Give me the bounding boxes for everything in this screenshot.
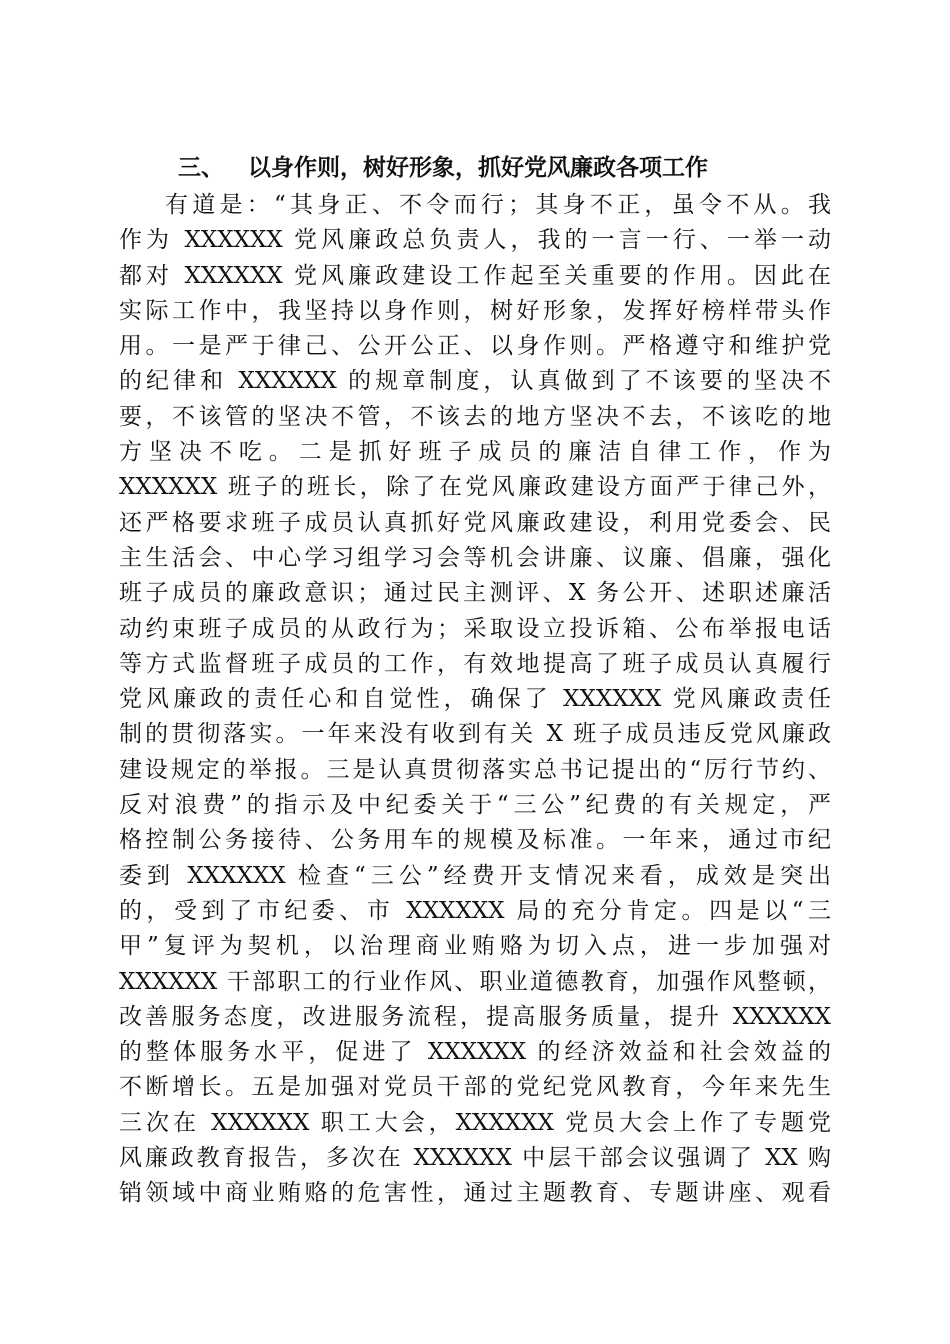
text-line: XXXXXX 干部职工的行业作风、职业道德教育，加强作风整顿， [119,968,831,995]
text-line: 实际工作中，我坚持以身作则，树好形象，发挥好榜样带头作 [119,297,831,324]
text-line: 制的贯彻落实。一年来没有收到有关 X 班子成员违反党风廉政 [119,721,831,748]
text-line: 动约束班子成员的从政行为；采取设立投诉箱、公布举报电话 [119,615,831,642]
text-line: 还严格要求班子成员认真抓好党风廉政建设，利用党委会、民 [119,509,831,536]
text-line: 反对浪费”的指示及中纪委关于“三公”纪费的有关规定，严 [119,792,831,819]
text-line: 三次在 XXXXXX 职工大会，XXXXXX 党员大会上作了专题党 [119,1109,831,1136]
text-line: 要，不该管的坚决不管，不该去的地方坚决不去，不该吃的地 [119,403,831,430]
text-line: 方坚决不吃。二是抓好班子成员的廉洁自律工作，作为 [119,439,831,466]
text-line: 改善服务态度，改进服务流程，提高服务质量，提升 XXXXXX [119,1003,831,1030]
section-heading [178,150,878,186]
section-title: 以身作则，树好形象，抓好党风廉政各项工作 [248,155,708,181]
text-line: 有道是：“其身正、不令而行；其身不正，虽令不从。我 [165,192,831,218]
text-line: 风廉政教育报告，多次在 XXXXXX 中层干部会议强调了 XX 购 [119,1145,831,1172]
text-line: 作为 XXXXXX 党风廉政总负责人，我的一言一行、一举一动 [119,227,831,254]
text-line: 格控制公务接待、公务用车的规模及标准。一年来，通过市纪 [119,827,831,854]
text-line: 党风廉政的责任心和自觉性，确保了 XXXXXX 党风廉政责任 [119,686,831,713]
text-line: 的整体服务水平，促进了 XXXXXX 的经济效益和社会效益的 [119,1039,831,1066]
text-line: 甲”复评为契机，以治理商业贿赂为切入点，进一步加强对 [119,933,831,960]
text-line: 主生活会、中心学习组学习会等机会讲廉、议廉、倡廉，强化 [119,544,831,571]
text-line: 的纪律和 XXXXXX 的规章制度，认真做到了不该要的坚决不 [119,368,831,395]
text-line: 的，受到了市纪委、市 XXXXXX 局的充分肯定。四是以“三 [119,897,831,924]
text-line: 委到 XXXXXX 检查“三公”经费开支情况来看，成效是突出 [119,862,831,889]
body-paragraph [119,188,831,1212]
text-line: 销领域中商业贿赂的危害性，通过主题教育、专题讲座、观看 [119,1180,831,1207]
text-line: 等方式监督班子成员的工作，有效地提高了班子成员认真履行 [119,650,831,677]
text-line: XXXXXX 班子的班长，除了在党风廉政建设方面严于律己外， [119,474,831,501]
text-line: 不断增长。五是加强对党员干部的党纪党风教育，今年来先生 [119,1074,831,1101]
text-line: 建设规定的举报。三是认真贯彻落实总书记提出的“厉行节约、 [119,756,831,783]
section-number: 三、 [178,155,224,181]
text-line: 班子成员的廉政意识；通过民主测评、X 务公开、述职述廉活 [119,580,831,607]
text-line: 用。一是严于律己、公开公正、以身作则。严格遵守和维护党 [119,333,831,360]
text-line: 都对 XXXXXX 党风廉政建设工作起至关重要的作用。因此在 [119,262,831,289]
